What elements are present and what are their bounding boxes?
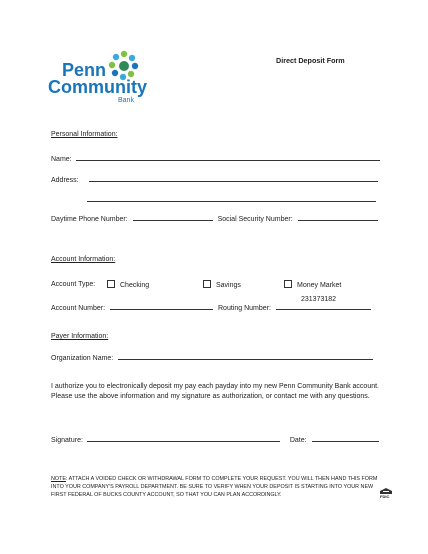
- logo-text-community: Community: [48, 77, 147, 97]
- account-number-field[interactable]: [110, 302, 213, 310]
- account-type-label: Account Type:: [51, 281, 96, 288]
- account-number-label: Account Number:: [51, 305, 106, 312]
- name-field[interactable]: [76, 153, 380, 161]
- ssn-field[interactable]: [298, 213, 378, 221]
- signature-label: Signature:: [51, 437, 83, 444]
- savings-checkbox[interactable]: [203, 280, 211, 288]
- fdic-label: FDIC: [380, 494, 390, 499]
- address-field-line2[interactable]: [87, 194, 376, 202]
- signature-row: [51, 434, 379, 444]
- routing-value: 231373182: [301, 296, 337, 303]
- name-label: Name:: [51, 156, 72, 163]
- money-market-label: Money Market: [297, 282, 342, 289]
- name-row: [51, 153, 380, 163]
- ssn-label: Social Security Number:: [217, 216, 293, 223]
- account-heading: Account Information:: [51, 256, 116, 263]
- bank-logo: [48, 50, 158, 110]
- logo-text-bank: Bank: [118, 97, 134, 104]
- checking-option[interactable]: [107, 280, 149, 289]
- money-market-checkbox[interactable]: [284, 280, 292, 288]
- logo-text-penn: Penn: [62, 60, 107, 80]
- note-text: [51, 476, 381, 499]
- savings-option[interactable]: [203, 280, 241, 289]
- note-prefix: NOTE: [51, 476, 66, 482]
- phone-ssn-row: [51, 213, 378, 223]
- phone-field[interactable]: [133, 213, 213, 221]
- signature-field[interactable]: [87, 434, 280, 442]
- personal-heading: Personal Information:: [51, 131, 118, 138]
- org-row: [51, 352, 373, 362]
- authorization-text: I authorize you to electronically deposit my pay each payday into my new Penn Community Bank account. Please use the above information and my signature as authorization, or contact me with any questions.: [51, 383, 380, 400]
- org-name-field[interactable]: [118, 352, 373, 360]
- money-market-option[interactable]: [284, 280, 341, 289]
- account-routing-row: [51, 302, 371, 312]
- note-body: : ATTACH A VOIDED CHECK OR WITHDRAWAL FORM TO COMPLETE YOUR REQUEST. YOU WILL THEN HAND THIS FORM INTO YOUR COMPANY'S PAYROLL DEPARTMENT. BE SURE TO VERIFY WHEN YOUR DEPOSIT IS STARTING INTO YOUR NEW FIRST FEDERAL OF BUCKS COUNTY ACCOUNT, SO THAT YOU CAN PLAN ACCORDINGLY.: [51, 476, 378, 498]
- phone-label: Daytime Phone Number:: [51, 216, 128, 223]
- address-row: [51, 174, 378, 184]
- routing-number-field[interactable]: [276, 302, 371, 310]
- savings-label: Savings: [216, 282, 241, 289]
- fdic-badge: [380, 488, 392, 499]
- address-label: Address:: [51, 177, 79, 184]
- address-field-line1[interactable]: [89, 174, 378, 182]
- checking-label: Checking: [120, 282, 150, 289]
- routing-number-label: Routing Number:: [218, 305, 271, 312]
- checking-checkbox[interactable]: [107, 280, 115, 288]
- form-title: Direct Deposit Form: [276, 56, 345, 65]
- payer-heading: Payer Information:: [51, 333, 109, 340]
- date-field[interactable]: [312, 434, 379, 442]
- date-label: Date:: [289, 437, 307, 444]
- org-label: Organization Name:: [51, 355, 114, 362]
